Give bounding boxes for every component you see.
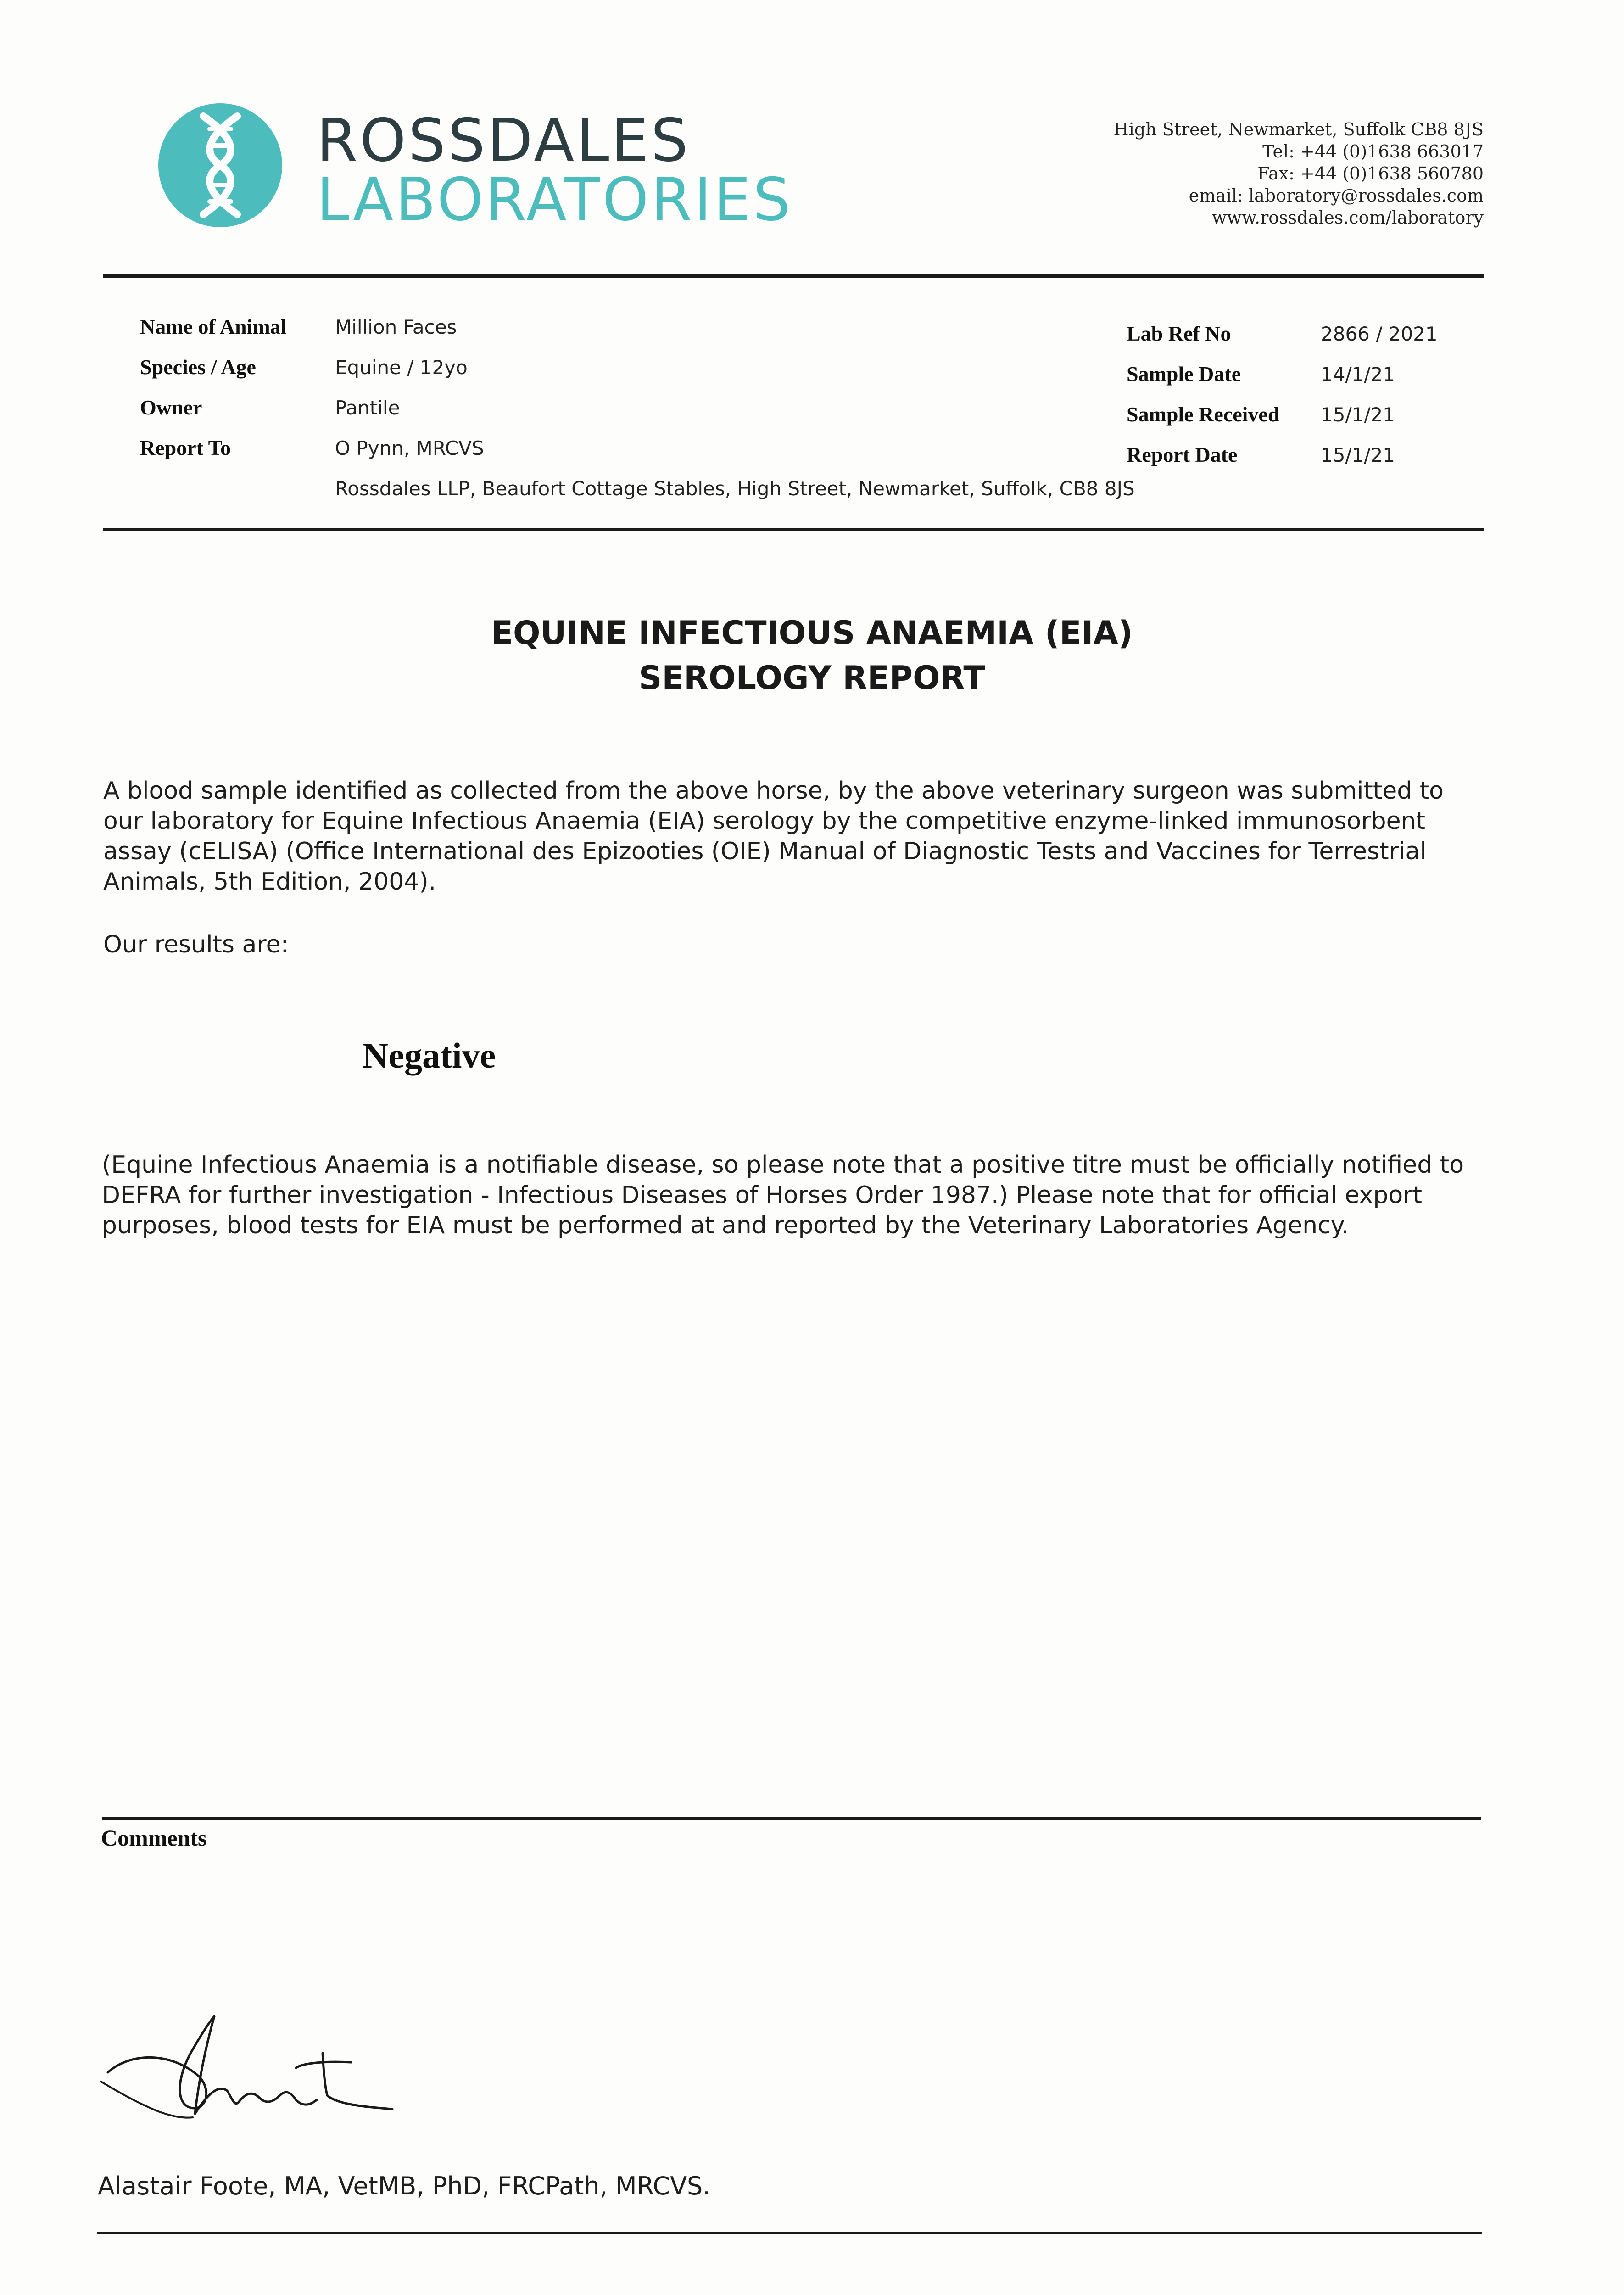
report-to-label: Report To: [140, 436, 231, 459]
dna-helix-icon: [158, 103, 282, 227]
sample-date-label: Sample Date: [1127, 362, 1241, 386]
contact-website: www.rossdales.com/laboratory: [1211, 207, 1484, 228]
report-to-value: O Pynn, MRCVS: [335, 437, 484, 459]
notifiable-disease-note: (Equine Infectious Anaemia is a notifiable disease, so please note that a positive titre must be officially notified to DEFRA for further investigation - Infectious Diseases of Horses Order 1987.) Please note that for official export purposes, blood tests for EIA must be performed at and reported by the Veterinary Laboratories Agency.: [102, 1151, 1464, 1239]
brand-name-line1: ROSSDALES: [317, 106, 691, 175]
contact-fax: Fax: +44 (0)1638 560780: [1257, 163, 1484, 184]
species-age-value: Equine / 12yo: [335, 356, 468, 379]
signatory-name: Alastair Foote, MA, VetMB, PhD, FRCPath, MRCVS.: [98, 2172, 711, 2200]
report-title: [0, 610, 1624, 700]
lab-ref-label: Lab Ref No: [1127, 322, 1231, 345]
owner-label: Owner: [140, 396, 202, 419]
sample-received-value: 15/1/21: [1321, 403, 1395, 426]
lab-ref-value: 2866 / 2021: [1321, 323, 1438, 345]
contact-block: [1025, 118, 1484, 229]
comments-label: Comments: [101, 1825, 207, 1851]
details-divider: [103, 528, 1484, 531]
contact-address: High Street, Newmarket, Suffolk CB8 8JS: [1113, 119, 1484, 140]
signature: [94, 2008, 461, 2132]
brand-name-line2: LABORATORIES: [317, 166, 793, 234]
report-date-label: Report Date: [1127, 443, 1238, 466]
report-title-line2: SEROLOGY REPORT: [638, 659, 986, 697]
report-to-address: Rossdales LLP, Beaufort Cottage Stables, High Street, Newmarket, Suffolk, CB8 8JS: [335, 477, 1135, 500]
results-label: Our results are:: [103, 931, 289, 958]
footer-divider: [97, 2232, 1482, 2234]
contact-tel: Tel: +44 (0)1638 663017: [1262, 141, 1484, 162]
report-date-value: 15/1/21: [1321, 444, 1395, 466]
contact-email: email: laboratory@rossdales.com: [1189, 185, 1484, 206]
animal-name-label: Name of Animal: [140, 315, 287, 338]
intro-paragraph: A blood sample identified as collected from the above horse, by the above veterinary surgeon was submitted to our laboratory for Equine Infectious Anaemia (EIA) serology by the competitive enzyme-linked immunosorbent assay (cELISA) (Office International des Epizooties (OIE) Manual of Diagnostic Tests and Vaccines for Terrestrial Animals, 5th Edition, 2004).: [103, 777, 1444, 896]
test-result: Negative: [363, 1036, 496, 1075]
report-title-line1: EQUINE INFECTIOUS ANAEMIA (EIA): [491, 614, 1133, 652]
species-age-label: Species / Age: [140, 355, 256, 379]
sample-date-value: 14/1/21: [1321, 363, 1395, 386]
comments-divider: [102, 1817, 1481, 1820]
animal-name-value: Million Faces: [335, 316, 457, 338]
sample-received-label: Sample Received: [1127, 403, 1280, 426]
owner-value: Pantile: [335, 397, 400, 419]
header-divider: [103, 274, 1484, 278]
